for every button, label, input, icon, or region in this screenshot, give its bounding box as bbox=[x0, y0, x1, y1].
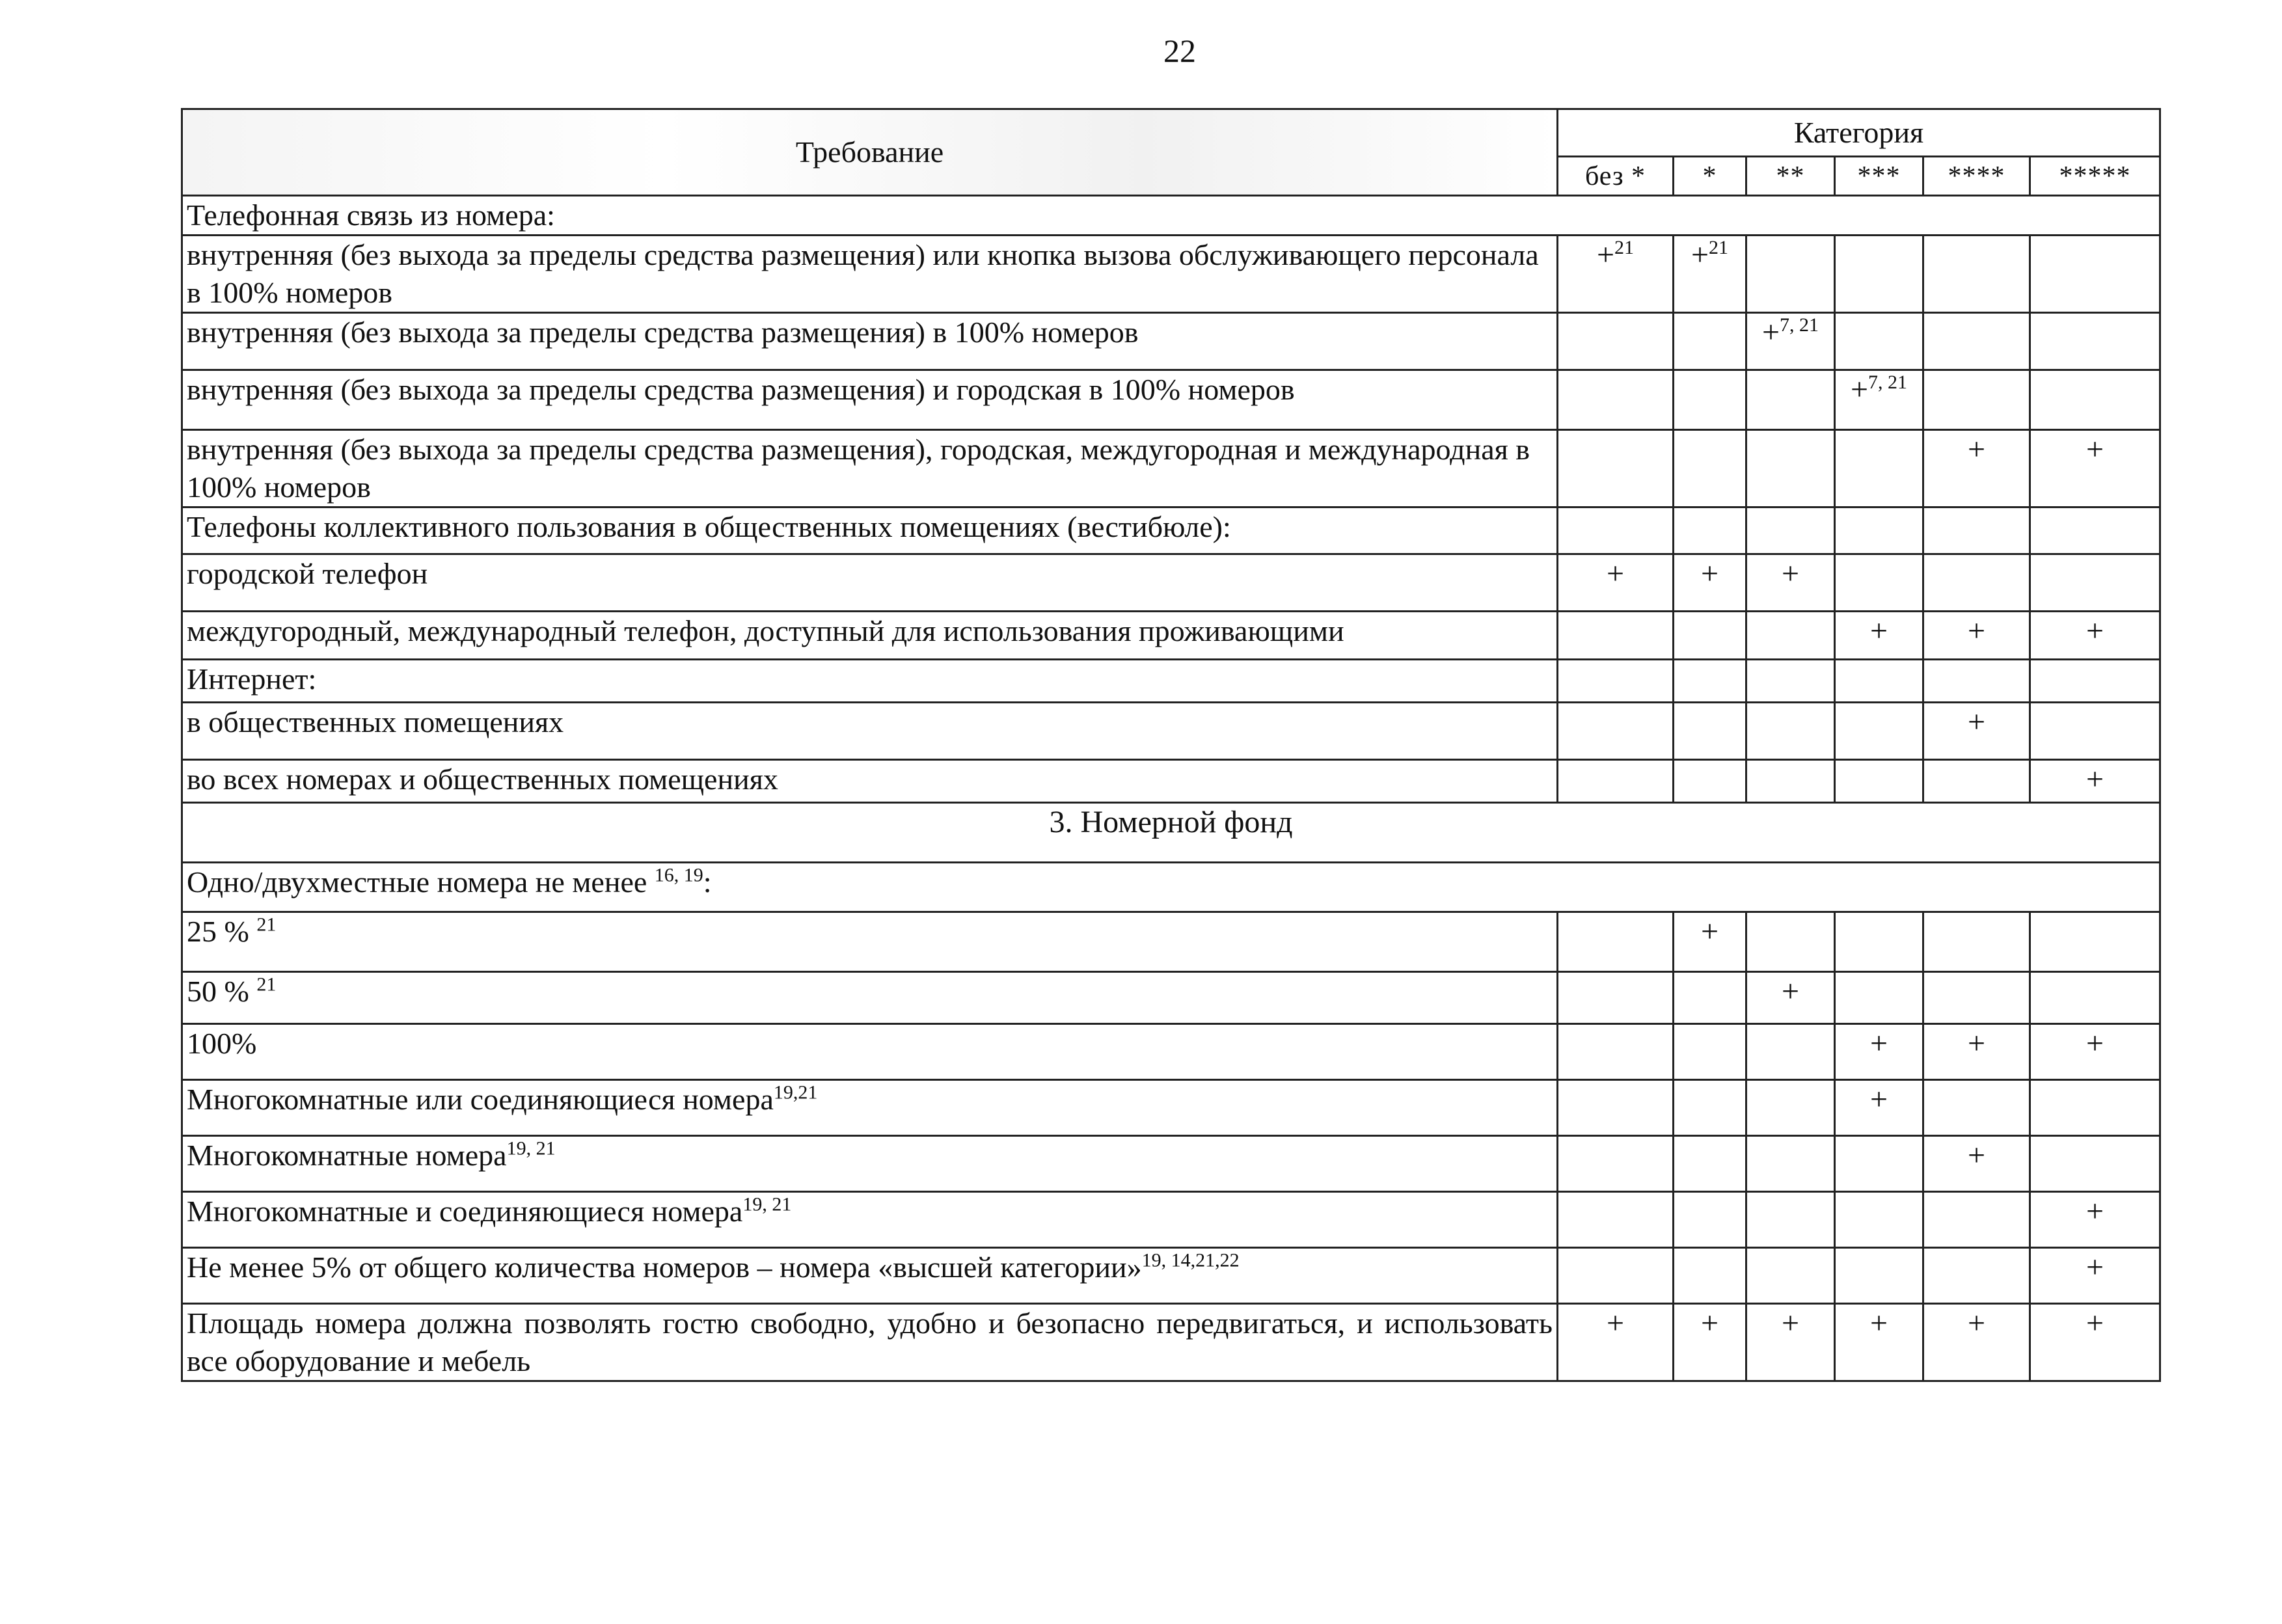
plus-mark: + bbox=[2085, 762, 2104, 796]
category-mark-cell bbox=[1674, 1248, 1746, 1304]
requirement-text: внутренняя (без выхода за пределы средства размещения) или кнопка вызова обслуживающего персонала в 100% номеров bbox=[187, 238, 1539, 309]
category-mark-cell bbox=[1923, 1136, 2030, 1192]
category-mark-cell bbox=[1835, 1248, 1923, 1304]
requirement-cell bbox=[182, 430, 1558, 508]
category-mark-cell bbox=[1674, 370, 1746, 430]
requirement-text: внутренняя (без выхода за пределы средства размещения) в 100% номеров bbox=[187, 316, 1139, 349]
table-row bbox=[182, 236, 2160, 313]
category-mark-cell bbox=[1558, 508, 1674, 554]
category-mark-cell bbox=[1674, 1192, 1746, 1248]
requirement-cell bbox=[182, 612, 1558, 660]
category-mark-cell bbox=[1558, 1192, 1674, 1248]
category-mark-cell bbox=[1674, 1136, 1746, 1192]
category-mark-cell bbox=[1674, 508, 1746, 554]
category-mark-cell bbox=[1746, 370, 1835, 430]
category-mark-cell bbox=[1923, 1080, 2030, 1136]
requirement-text: Интернет: bbox=[187, 662, 317, 696]
table-row bbox=[182, 1136, 2160, 1192]
category-mark-cell bbox=[1746, 1080, 1835, 1136]
category-mark-cell bbox=[1746, 236, 1835, 313]
category-mark-cell bbox=[1835, 1304, 1923, 1381]
category-mark-cell bbox=[2030, 972, 2160, 1024]
table-row bbox=[182, 196, 2160, 236]
footnote-ref: 7, 21 bbox=[1868, 372, 1908, 393]
table-row bbox=[182, 972, 2160, 1024]
table-row bbox=[182, 612, 2160, 660]
category-mark-cell bbox=[2030, 554, 2160, 612]
category-mark-cell bbox=[1923, 1304, 2030, 1381]
footnote-ref: 19, 21 bbox=[506, 1137, 556, 1159]
category-mark-cell bbox=[1746, 1248, 1835, 1304]
plus-mark: + bbox=[1606, 556, 1625, 591]
category-mark-cell bbox=[1558, 430, 1674, 508]
category-mark-cell bbox=[2030, 703, 2160, 760]
requirement-cell bbox=[182, 703, 1558, 760]
requirement-text: в общественных помещениях bbox=[187, 705, 564, 738]
requirement-text: 100% bbox=[187, 1027, 257, 1060]
category-mark-cell bbox=[1674, 313, 1746, 370]
category-mark-cell bbox=[1746, 1192, 1835, 1248]
category-mark-cell bbox=[1923, 703, 2030, 760]
plus-mark: + bbox=[1596, 237, 1615, 272]
category-mark-cell bbox=[1835, 972, 1923, 1024]
footnote-ref: 21 bbox=[1614, 237, 1635, 258]
category-mark-cell bbox=[1835, 236, 1923, 313]
category-mark-cell bbox=[1923, 612, 2030, 660]
table-row bbox=[182, 660, 2160, 703]
table-row bbox=[182, 863, 2160, 912]
category-mark-cell bbox=[2030, 612, 2160, 660]
footnote-ref: 19, 21 bbox=[742, 1193, 792, 1215]
footnote-ref: 21 bbox=[256, 973, 277, 995]
requirement-cell bbox=[182, 660, 1558, 703]
plus-mark: + bbox=[2085, 1250, 2104, 1284]
category-mark-cell bbox=[1558, 1136, 1674, 1192]
plus-mark: + bbox=[2085, 432, 2104, 467]
category-column-header: **** bbox=[1923, 157, 2030, 196]
category-mark-cell bbox=[1746, 508, 1835, 554]
footnote-ref: 19, 14,21,22 bbox=[1141, 1249, 1240, 1271]
category-mark-cell bbox=[2030, 1024, 2160, 1080]
category-mark-cell bbox=[1746, 612, 1835, 660]
category-mark-cell bbox=[1746, 313, 1835, 370]
category-mark-cell bbox=[1923, 554, 2030, 612]
requirement-header: Требование bbox=[182, 109, 1558, 196]
requirement-cell bbox=[182, 912, 1558, 972]
category-mark-cell bbox=[1558, 236, 1674, 313]
category-mark-cell bbox=[1923, 660, 2030, 703]
requirement-cell bbox=[182, 972, 1558, 1024]
plus-mark: + bbox=[1700, 556, 1719, 591]
requirement-cell bbox=[182, 508, 1558, 554]
footnote-ref: 19,21 bbox=[773, 1081, 818, 1103]
category-mark-cell bbox=[1558, 760, 1674, 803]
table-row bbox=[182, 554, 2160, 612]
requirement-text: городской телефон bbox=[187, 557, 428, 590]
category-mark-cell bbox=[1558, 1304, 1674, 1381]
plus-mark: + bbox=[1781, 556, 1800, 591]
category-mark-cell bbox=[1746, 912, 1835, 972]
category-mark-cell bbox=[2030, 1192, 2160, 1248]
category-mark-cell bbox=[2030, 1136, 2160, 1192]
plus-mark: + bbox=[1869, 614, 1888, 648]
category-mark-cell bbox=[1923, 1248, 2030, 1304]
requirement-cell bbox=[182, 1304, 1558, 1381]
category-mark-cell bbox=[1558, 703, 1674, 760]
category-mark-cell bbox=[1674, 703, 1746, 760]
requirement-text: Телефоны коллективного пользования в общественных помещениях (вестибюле): bbox=[187, 510, 1231, 543]
category-mark-cell bbox=[1674, 912, 1746, 972]
category-mark-cell bbox=[1674, 760, 1746, 803]
requirements-table bbox=[181, 108, 2161, 1382]
row-text: Телефонная связь из номера: bbox=[187, 198, 555, 232]
plus-mark: + bbox=[1606, 1306, 1625, 1340]
plus-mark: + bbox=[1781, 1306, 1800, 1340]
category-mark-cell bbox=[1923, 370, 2030, 430]
category-mark-cell bbox=[2030, 370, 2160, 430]
category-mark-cell bbox=[2030, 1304, 2160, 1381]
category-mark-cell bbox=[1923, 972, 2030, 1024]
category-mark-cell bbox=[2030, 508, 2160, 554]
category-column-header: * bbox=[1674, 157, 1746, 196]
requirement-text: Не менее 5% от общего количества номеров – номера «высшей категории» bbox=[187, 1251, 1142, 1284]
plus-mark: + bbox=[2085, 1026, 2104, 1061]
plus-mark: + bbox=[1850, 372, 1869, 407]
category-mark-cell bbox=[1674, 1024, 1746, 1080]
category-column-header: *** bbox=[1835, 157, 1923, 196]
requirement-cell bbox=[182, 1080, 1558, 1136]
category-mark-cell bbox=[1558, 313, 1674, 370]
category-header: Категория bbox=[1558, 109, 2160, 157]
category-mark-cell bbox=[2030, 313, 2160, 370]
category-mark-cell bbox=[1674, 612, 1746, 660]
category-mark-cell bbox=[1674, 660, 1746, 703]
category-mark-cell bbox=[1835, 370, 1923, 430]
category-mark-cell bbox=[1923, 430, 2030, 508]
section-title bbox=[182, 803, 2160, 863]
requirement-text: Площадь номера должна позволять гостю свободно, удобно и безопасно передвигаться, и использовать все оборудование и мебель bbox=[187, 1306, 1553, 1377]
requirement-text: Многокомнатные или соединяющиеся номера bbox=[187, 1083, 774, 1116]
category-mark-cell bbox=[2030, 660, 2160, 703]
subheading-cell bbox=[182, 863, 2160, 912]
table-row bbox=[182, 313, 2160, 370]
category-mark-cell bbox=[2030, 912, 2160, 972]
category-mark-cell bbox=[1558, 660, 1674, 703]
category-mark-cell bbox=[1674, 1304, 1746, 1381]
category-mark-cell bbox=[2030, 430, 2160, 508]
table-row bbox=[182, 1304, 2160, 1381]
category-mark-cell bbox=[1923, 912, 2030, 972]
table-row bbox=[182, 912, 2160, 972]
category-column-header: ** bbox=[1746, 157, 1835, 196]
footnote-ref: 21 bbox=[256, 914, 277, 936]
table-row bbox=[182, 1192, 2160, 1248]
plus-mark: + bbox=[1967, 705, 1986, 739]
plus-mark: + bbox=[2085, 614, 2104, 648]
category-mark-cell bbox=[1923, 1024, 2030, 1080]
category-mark-cell bbox=[1674, 554, 1746, 612]
row-text: Одно/двухместные номера не менее bbox=[187, 865, 655, 899]
category-mark-cell bbox=[1835, 313, 1923, 370]
section-row bbox=[182, 803, 2160, 863]
category-mark-cell bbox=[2030, 1080, 2160, 1136]
category-column-header: ***** bbox=[2030, 157, 2160, 196]
category-mark-cell bbox=[1923, 760, 2030, 803]
category-mark-cell bbox=[1835, 1192, 1923, 1248]
category-mark-cell bbox=[1746, 1024, 1835, 1080]
category-mark-cell bbox=[1923, 1192, 2030, 1248]
subheading-cell bbox=[182, 196, 2160, 236]
category-mark-cell bbox=[1835, 554, 1923, 612]
category-mark-cell bbox=[1746, 1136, 1835, 1192]
category-mark-cell bbox=[1746, 760, 1835, 803]
requirement-cell bbox=[182, 1248, 1558, 1304]
requirement-cell bbox=[182, 760, 1558, 803]
requirement-text: Многокомнатные и соединяющиеся номера bbox=[187, 1195, 743, 1228]
plus-mark: + bbox=[1781, 974, 1800, 1008]
category-mark-cell bbox=[1746, 660, 1835, 703]
plus-mark: + bbox=[1967, 1138, 1986, 1172]
requirement-text: 25 % bbox=[187, 915, 257, 948]
requirement-text: междугородный, международный телефон, доступный для использования проживающими bbox=[187, 614, 1344, 647]
footnote-ref: 21 bbox=[1709, 237, 1729, 258]
category-mark-cell bbox=[1835, 612, 1923, 660]
category-mark-cell bbox=[1746, 703, 1835, 760]
category-mark-cell bbox=[1558, 1248, 1674, 1304]
requirement-cell bbox=[182, 370, 1558, 430]
requirement-text: Многокомнатные номера bbox=[187, 1139, 507, 1172]
table-row bbox=[182, 370, 2160, 430]
plus-mark: + bbox=[1869, 1306, 1888, 1340]
plus-mark: + bbox=[1967, 1306, 1986, 1340]
category-mark-cell bbox=[2030, 1248, 2160, 1304]
row-text: 3. Номерной фонд bbox=[1049, 805, 1293, 839]
category-mark-cell bbox=[1674, 972, 1746, 1024]
category-mark-cell bbox=[1746, 554, 1835, 612]
plus-mark: + bbox=[1691, 237, 1709, 272]
plus-mark: + bbox=[1700, 914, 1719, 949]
category-mark-cell bbox=[1558, 972, 1674, 1024]
page-number: 22 bbox=[1163, 33, 1196, 69]
requirement-cell bbox=[182, 236, 1558, 313]
category-mark-cell bbox=[1835, 430, 1923, 508]
category-mark-cell bbox=[1746, 1304, 1835, 1381]
category-mark-cell bbox=[1835, 508, 1923, 554]
category-mark-cell bbox=[1835, 1136, 1923, 1192]
category-mark-cell bbox=[1674, 430, 1746, 508]
requirement-cell bbox=[182, 1024, 1558, 1080]
category-mark-cell bbox=[1835, 703, 1923, 760]
row-text-suffix: : bbox=[703, 865, 712, 899]
category-mark-cell bbox=[1835, 912, 1923, 972]
category-mark-cell bbox=[1558, 1024, 1674, 1080]
table-row bbox=[182, 430, 2160, 508]
category-mark-cell bbox=[2030, 760, 2160, 803]
category-mark-cell bbox=[1674, 236, 1746, 313]
plus-mark: + bbox=[1700, 1306, 1719, 1340]
category-mark-cell bbox=[1558, 912, 1674, 972]
category-mark-cell bbox=[1923, 508, 2030, 554]
plus-mark: + bbox=[1761, 315, 1780, 349]
plus-mark: + bbox=[1869, 1082, 1888, 1116]
category-mark-cell bbox=[1835, 760, 1923, 803]
category-mark-cell bbox=[1923, 313, 2030, 370]
category-mark-cell bbox=[1558, 1080, 1674, 1136]
plus-mark: + bbox=[2085, 1306, 2104, 1340]
category-mark-cell bbox=[1674, 1080, 1746, 1136]
requirement-text: во всех номерах и общественных помещениях bbox=[187, 763, 778, 796]
requirement-cell bbox=[182, 313, 1558, 370]
footnote-ref: 16, 19 bbox=[654, 864, 703, 886]
plus-mark: + bbox=[1967, 614, 1986, 648]
category-mark-cell bbox=[2030, 236, 2160, 313]
plus-mark: + bbox=[2085, 1194, 2104, 1228]
category-mark-cell bbox=[1558, 612, 1674, 660]
category-column-header: без * bbox=[1558, 157, 1674, 196]
table-row bbox=[182, 1080, 2160, 1136]
requirement-text: 50 % bbox=[187, 975, 257, 1008]
table-row bbox=[182, 1024, 2160, 1080]
category-mark-cell bbox=[1923, 236, 2030, 313]
table-row bbox=[182, 760, 2160, 803]
category-mark-cell bbox=[1835, 1024, 1923, 1080]
category-mark-cell bbox=[1746, 972, 1835, 1024]
category-mark-cell bbox=[1558, 554, 1674, 612]
table-row bbox=[182, 703, 2160, 760]
plus-mark: + bbox=[1967, 432, 1986, 467]
plus-mark: + bbox=[1967, 1026, 1986, 1061]
category-mark-cell bbox=[1558, 370, 1674, 430]
table-row bbox=[182, 508, 2160, 554]
requirement-cell bbox=[182, 1192, 1558, 1248]
requirement-cell bbox=[182, 1136, 1558, 1192]
requirement-text: внутренняя (без выхода за пределы средства размещения), городская, междугородная и международная в 100% номеров bbox=[187, 433, 1530, 504]
requirement-text: внутренняя (без выхода за пределы средства размещения) и городская в 100% номеров bbox=[187, 373, 1295, 406]
category-mark-cell bbox=[1746, 430, 1835, 508]
footnote-ref: 7, 21 bbox=[1780, 314, 1819, 336]
requirement-cell bbox=[182, 554, 1558, 612]
category-mark-cell bbox=[1835, 1080, 1923, 1136]
table-row bbox=[182, 1248, 2160, 1304]
plus-mark: + bbox=[1869, 1026, 1888, 1061]
category-mark-cell bbox=[1835, 660, 1923, 703]
